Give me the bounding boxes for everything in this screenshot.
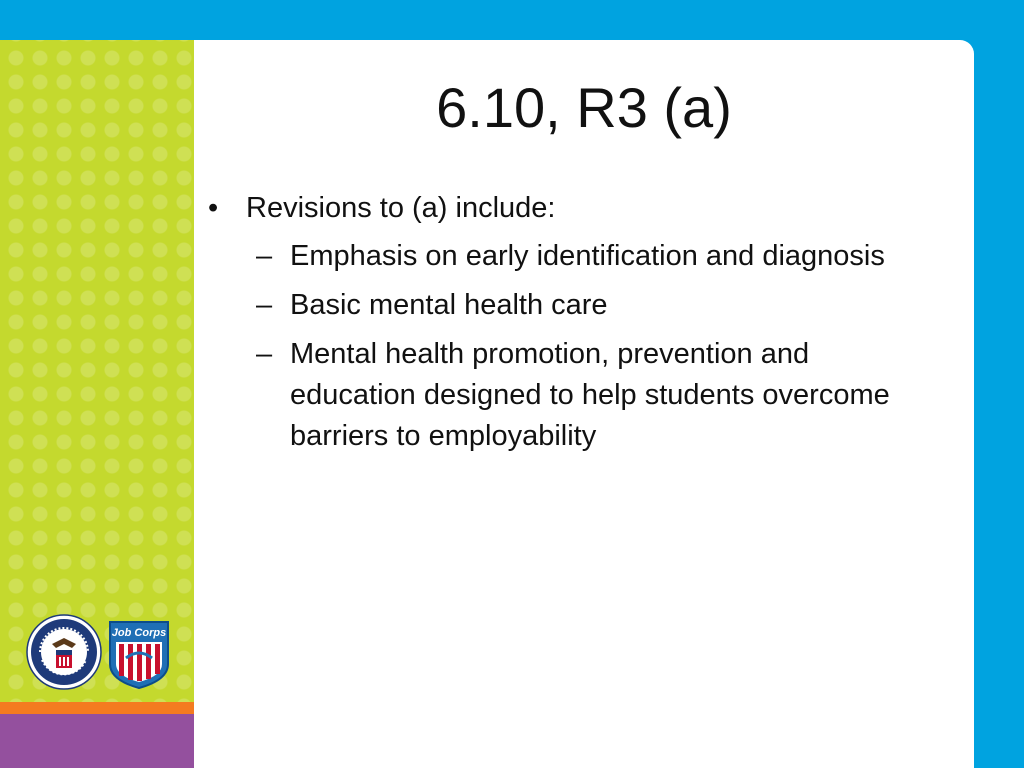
sub-bullet-text: Mental health promotion, prevention and education designed to help students overcome barriers to employability xyxy=(290,338,890,452)
job-corps-logo-icon xyxy=(106,618,172,690)
department-of-labor-seal-icon xyxy=(26,614,102,690)
sub-bullet-item xyxy=(256,334,928,457)
dash-marker: – xyxy=(256,240,273,272)
bullet-text: Revisions to (a) include: xyxy=(246,192,556,224)
left-decorative-panel xyxy=(0,40,194,702)
sub-bullet-text: Basic mental health care xyxy=(290,289,608,321)
orange-stripe xyxy=(0,702,194,714)
sub-bullet-item xyxy=(256,236,928,277)
purple-band xyxy=(0,714,194,768)
svg-text:Job Corps: Job Corps xyxy=(111,627,167,639)
slide-body xyxy=(208,188,928,465)
dash-marker: – xyxy=(256,289,273,321)
bullet-marker: • xyxy=(208,192,219,224)
sub-bullet-list xyxy=(256,236,928,457)
bullet-item xyxy=(208,188,928,229)
dash-marker: – xyxy=(256,338,273,370)
sub-bullet-item xyxy=(256,285,928,326)
logo-area xyxy=(22,614,174,690)
slide-title: 6.10, R3 (a) xyxy=(436,76,732,139)
sub-bullet-text: Emphasis on early identification and diagnosis xyxy=(290,240,885,272)
